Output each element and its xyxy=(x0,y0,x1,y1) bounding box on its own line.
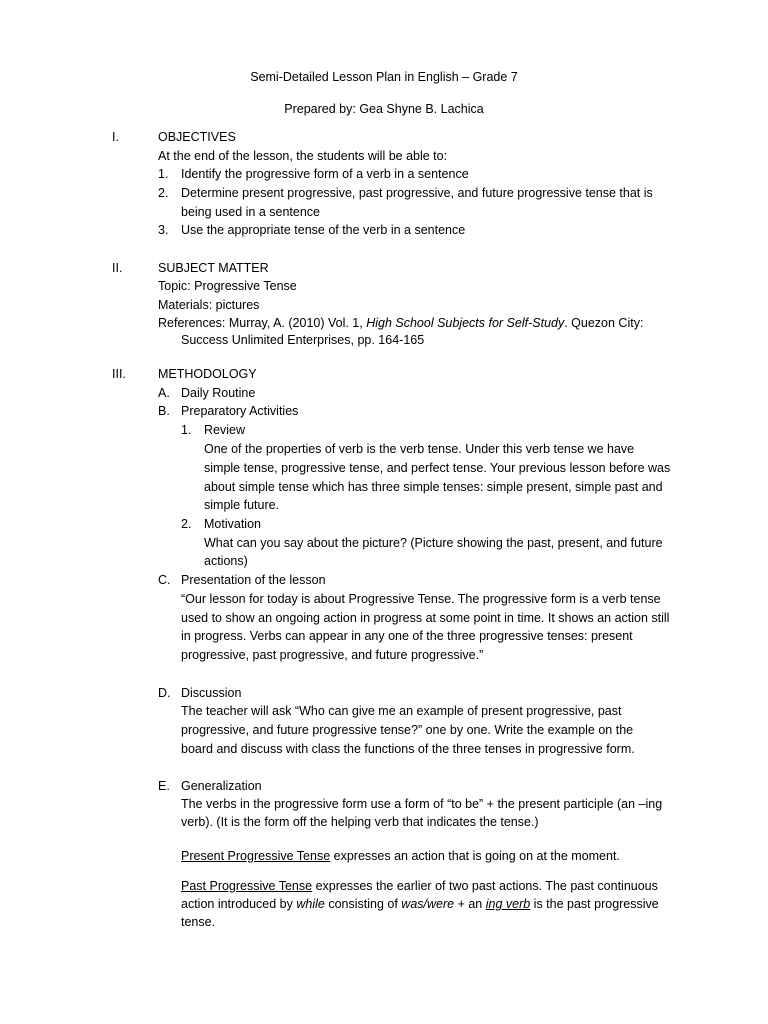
subsection-label-presentation: Presentation of the lesson xyxy=(181,573,326,587)
subsection-letter: A. xyxy=(158,386,170,400)
past-progressive-term: Past Progressive Tense xyxy=(181,879,313,893)
ing-verb-term: ing verb xyxy=(485,897,531,911)
activity-label-review: Review xyxy=(204,423,245,437)
past-progressive-definition: Past Progressive Tense expresses the earlier of two past actions. The past continuous xyxy=(181,879,658,893)
objective-number: 3. xyxy=(158,223,169,237)
prepared-by: Prepared by: Gea Shyne B. Lachica xyxy=(284,102,484,116)
section-heading-objectives: OBJECTIVES xyxy=(158,130,236,144)
review-text: simple tense, progressive tense, and perfect tense. Your previous lesson before was xyxy=(204,461,671,475)
presentation-text: used to show an ongoing action in progress at some point in time. It shows an action still xyxy=(181,611,670,625)
subsection-label-generalization: Generalization xyxy=(181,779,262,793)
references-suffix: . Quezon City: xyxy=(564,316,644,330)
objectives-intro: At the end of the lesson, the students will be able to: xyxy=(158,149,448,163)
presentation-text: “Our lesson for today is about Progressive Tense. The progressive form is a verb tense xyxy=(181,592,661,606)
references-publisher: Success Unlimited Enterprises, pp. 164-165 xyxy=(181,333,425,347)
references-book-title: High School Subjects for Self-Study xyxy=(366,316,565,330)
section-heading-methodology: METHODOLOGY xyxy=(158,367,257,381)
subsection-label-daily-routine: Daily Routine xyxy=(181,386,256,400)
review-text: One of the properties of verb is the verb tense. Under this verb tense we have xyxy=(204,442,635,456)
section-numeral-methodology: III. xyxy=(112,367,126,381)
activity-label-motivation: Motivation xyxy=(204,517,261,531)
generalization-text: verb). (It is the form off the helping verb that indicates the tense.) xyxy=(181,815,539,829)
references-prefix: References: Murray, A. (2010) Vol. 1, xyxy=(158,316,367,330)
section-heading-subject-matter: SUBJECT MATTER xyxy=(158,261,269,275)
objective-text: Use the appropriate tense of the verb in a sentence xyxy=(181,223,466,237)
presentation-text: in progress. Verbs can appear in any one of the three progressive tenses: present xyxy=(181,629,633,643)
past-progressive-definition-line: action introduced by while consisting of was/were + an ing verb is the past progressive xyxy=(181,897,659,911)
document-title: Semi-Detailed Lesson Plan in English – Grade 7 xyxy=(250,70,518,84)
subsection-letter: C. xyxy=(158,573,171,587)
objective-text: being used in a sentence xyxy=(181,205,320,219)
references-line xyxy=(158,314,643,333)
objective-text: Identify the progressive form of a verb in a sentence xyxy=(181,167,469,181)
objective-number: 2. xyxy=(158,186,169,200)
discussion-text: progressive, and future progressive tense?” one by one. Write the example on the xyxy=(181,723,634,737)
review-text: simple future. xyxy=(204,498,280,512)
discussion-text: The teacher will ask “Who can give me an example of present progressive, past xyxy=(181,704,622,718)
review-text: about simple tense which has three simple tenses: simple present, simple past and xyxy=(204,480,663,494)
activity-number: 2. xyxy=(181,517,192,531)
materials-line: Materials: pictures xyxy=(158,298,260,312)
subsection-letter: B. xyxy=(158,404,170,418)
generalization-text: The verbs in the progressive form use a form of “to be” + the present participle (an –ing xyxy=(181,797,663,811)
motivation-text: actions) xyxy=(204,554,248,568)
past-progressive-definition-line: tense. xyxy=(181,915,216,929)
presentation-text: progressive, past progressive, and future progressive.” xyxy=(181,648,484,662)
subsection-label-preparatory: Preparatory Activities xyxy=(181,404,299,418)
subsection-letter: E. xyxy=(158,779,170,793)
objective-text: Determine present progressive, past progressive, and future progressive tense that is xyxy=(181,186,653,200)
present-progressive-definition: Present Progressive Tense expresses an action that is going on at the moment. xyxy=(181,849,620,863)
section-numeral-subject-matter: II. xyxy=(112,261,123,275)
discussion-text: board and discuss with class the functions of the three tenses in progressive form. xyxy=(181,742,635,756)
present-progressive-term: Present Progressive Tense xyxy=(181,849,331,863)
topic-line: Topic: Progressive Tense xyxy=(158,279,297,293)
motivation-text: What can you say about the picture? (Picture showing the past, present, and future xyxy=(204,536,663,550)
section-numeral-objectives: I. xyxy=(112,130,119,144)
subsection-label-discussion: Discussion xyxy=(181,686,242,700)
objective-number: 1. xyxy=(158,167,169,181)
activity-number: 1. xyxy=(181,423,192,437)
subsection-letter: D. xyxy=(158,686,171,700)
